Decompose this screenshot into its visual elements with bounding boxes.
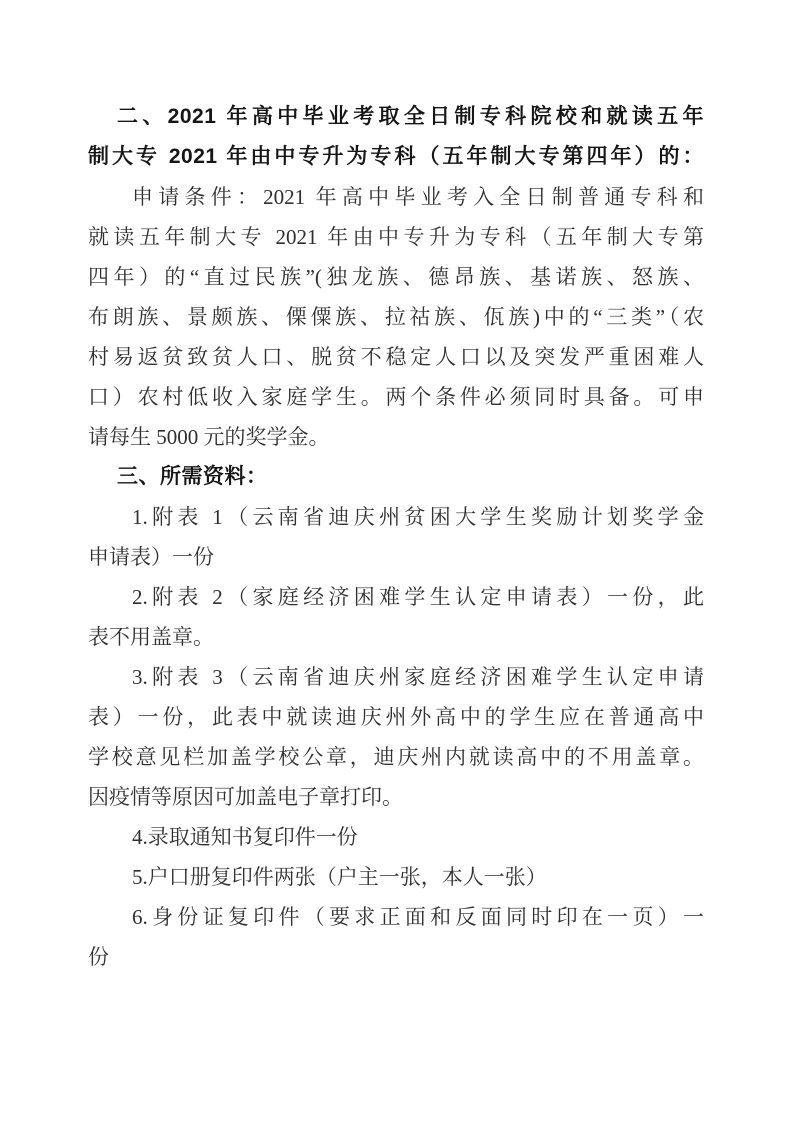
text-line: 口）农村低收入家庭学生。两个条件必须同时具备。可申 xyxy=(88,385,704,409)
text-line: 份 xyxy=(88,945,109,969)
text-line: 2.附表 2（家庭经济困难学生认定申请表）一份，此 xyxy=(132,585,704,609)
application-conditions-paragraph xyxy=(88,177,704,457)
text-line: 3.附表 3（云南省迪庆州家庭经济困难学生认定申请 xyxy=(132,665,704,689)
text-line: 村易返贫致贫人口、脱贫不稳定人口以及突发严重困难人 xyxy=(88,345,704,369)
text-line: 表不用盖章。 xyxy=(88,625,214,649)
material-item-1 xyxy=(88,497,704,577)
material-item-6 xyxy=(88,897,704,977)
text-line: 1.附表 1（云南省迪庆州贫困大学生奖励计划奖学金 xyxy=(132,505,704,529)
text-line: 4.录取通知书复印件一份 xyxy=(132,825,358,849)
text-line: 就读五年制大专 2021 年由中专升为专科（五年制大专第 xyxy=(88,225,704,249)
text-line: 5.户口册复印件两张（户主一张，本人一张） xyxy=(132,865,547,889)
material-item-2 xyxy=(88,577,704,657)
text-line: 请每生 5000 元的奖学金。 xyxy=(88,425,330,449)
section-2-heading xyxy=(88,97,704,177)
text-line: 布朗族、景颇族、傈僳族、拉祜族、佤族)中的“三类”（农 xyxy=(88,305,704,329)
material-item-3 xyxy=(88,657,704,817)
text-line: 学校意见栏加盖学校公章，迪庆州内就读高中的不用盖章。 xyxy=(88,745,704,769)
text-line: 申请表）一份 xyxy=(88,545,214,569)
section-3-heading xyxy=(88,457,704,497)
material-item-4 xyxy=(88,817,704,857)
text-line: 6.身份证复印件（要求正面和反面同时印在一页）一 xyxy=(132,905,704,929)
text-line: 四年）的“直过民族”(独龙族、德昂族、基诺族、怒族、 xyxy=(88,265,704,289)
text-line: 因疫情等原因可加盖电子章打印。 xyxy=(88,785,403,809)
text-line: 二、2021 年高中毕业考取全日制专科院校和就读五年 xyxy=(117,105,704,128)
text-line: 申请条件：2021 年高中毕业考入全日制普通专科和 xyxy=(132,185,704,209)
text-line: 三、所需资料： xyxy=(117,465,268,488)
text-line: 表）一份，此表中就读迪庆州外高中的学生应在普通高中 xyxy=(88,705,704,729)
material-item-5 xyxy=(88,857,704,897)
text-line: 制大专 2021 年由中专升为专科（五年制大专第四年）的： xyxy=(88,145,704,168)
